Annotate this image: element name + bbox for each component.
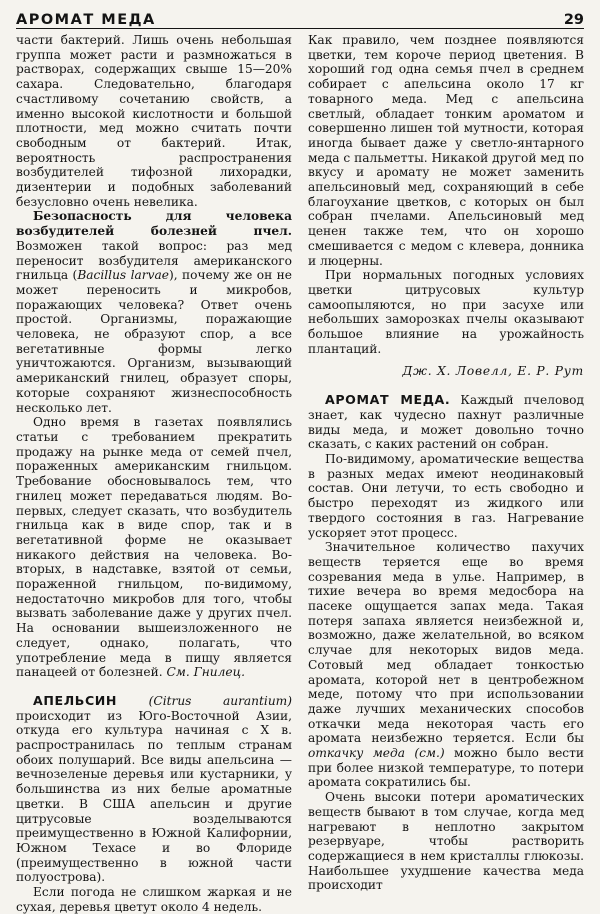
latin-name: Bacillus larvae xyxy=(77,268,169,283)
paragraph-heating: Очень высоки потери ароматических веществ бывают в том случае, когда мед нагревают в неплотно закрытом резервуаре, чтобы растворить содержащиеся в нем кристаллы глюкозы. Наибольшее ухудшение качества меда происходит xyxy=(308,790,584,893)
text-columns xyxy=(16,33,584,914)
running-header xyxy=(16,6,584,29)
paragraph-weather: Если погода не слишком жаркая и не сухая, деревья цветут около 4 недель. xyxy=(16,885,292,914)
entry-honey-aroma xyxy=(308,393,584,452)
text-span: Каждый пчеловод знает, как чудесно пахнут различные виды меда, и может довольно точно сказать, с каких растений он собран. xyxy=(308,393,584,452)
subheading-safety: Безопасность для человека возбудителей болезней пчел. xyxy=(16,209,292,239)
left-column xyxy=(16,33,292,914)
paragraph-pollination: При нормальных погодных условиях цветки цитрусовых культур самоопыляются, но при засухе или небольших заморозках пчелы оказывают большое влияние на урожайность плантаций. xyxy=(308,268,584,356)
paragraph-aromatic-substances: По-видимому, ароматические вещества в разных медах имеют неодинаковый состав. Они летучи, то есть свободно и быстро переходят из жидкого или твердого состояния в газ. Нагревание ускоряет этот процесс. xyxy=(308,451,584,540)
headword-orange: АПЕЛЬСИН xyxy=(33,692,118,708)
paragraph-bee-diseases xyxy=(16,209,292,415)
running-title: АРОМАТ МЕДА xyxy=(16,12,156,28)
text-span: происходит из Юго-Восточной Азии, откуда его культура начиная с X в. распространилась по теплым странам обоих полушарий. Все виды апельсина — вечнозеленые деревья или кустарники, у большинства из них белые ароматные цветки. В США апельсин и другие цитрусовые возделываются преимущественно в Южной Калифорнии, Южном Техасе и во Флориде (преимущественно в южной части полуострова). xyxy=(16,708,292,885)
paragraph-newspapers xyxy=(16,415,292,680)
author-signature: Дж. Х. Ловелл, Е. Р. Рут xyxy=(402,364,584,379)
cross-reference: См. Гнилец. xyxy=(166,665,245,680)
headword-aroma: АРОМАТ МЕДА. xyxy=(325,392,451,408)
text-span: Одно время в газетах появлялись статьи с требованием прекратить продажу на рынке меда от семей пчел, пораженных американским гнильцом. Требование обосновывалось тем, что гнилец может передаваться людям. Во-первых, следует сказать, что возбудитель гнильца как в виде спор, так и в вегетативной форме не оказывает никакого действия на человека. Во-вторых, в надставке, взятой от семьи, пораженной гнильцом, по-видимому, недостаточно микробов для того, чтобы вызвать заболевание даже у других пчел. На основании вышеизложенного не следует, однако, полагать, что употребление меда в пищу является панацеей от болезней. xyxy=(16,415,292,680)
cross-reference: откачку меда (см.) xyxy=(308,746,445,761)
text-span: ), почему же он не может переносить и микробов, поражающих человека? Ответ очень простой. Организмы, поражающие человека, не образуют спор, а все вегетативные формы легко уничтожаются. Организм, вызывающий американский гнилец, образует споры, которые сохраняют жизнеспособность несколько лет. xyxy=(16,268,293,415)
paragraph-orange-honey: Как правило, чем позднее появляются цветки, тем короче период цветения. В хороший год одна семья пчел в среднем собирает с апельсина около 17 кг товарного меда. Мед с апельсина светлый, обладает тонким ароматом и совершенно лишен той мутности, которая иногда бывает даже у светло-янтарного меда с пальметты. Никакой другой мед по вкусу и аромату не может заменить апельсиновый мед, сохраняющий в себе благоухание цветков, с которых он был собран пчелами. Апельсиновый мед ценен также тем, что он хорошо смешивается с медом с клевера, донника и люцерны. xyxy=(308,33,584,268)
text-span: можно было вести при более низкой температуре, то потери аромата сократились бы. xyxy=(308,746,584,790)
entry-orange xyxy=(16,694,292,885)
latin-name: (Citrus aurantium) xyxy=(148,693,292,708)
page-number: 29 xyxy=(563,12,584,28)
right-column xyxy=(308,33,584,914)
text-span: Возможен такой вопрос: раз мед переносит возбудителя американского гнильца ( xyxy=(16,238,292,283)
paragraph-aroma-loss xyxy=(308,540,584,790)
paragraph-bacteria: части бактерий. Лишь очень небольшая группа может расти и размножаться в растворах, содержащих свыше 15—20% сахара. Следовательно, благодаря счастливому сочетанию свойств, а именно высокой кислотности и большой плотности, мед можно считать почти свободным от бактерий. Итак, вероятность распространения возбудителей тифозной лихорадки, дизентерии и подобных заболеваний безусловно очень невелика. xyxy=(16,33,292,209)
text-span: Значительное количество пахучих веществ теряется еще во время созревания меда в улье. Например, в тихие вечера во время медосбора на пасеке ощущается запах меда. Такая потеря запаха является неизбежной и, возможно, даже желательной, во всяком случае для некоторых видов меда. Сотовый мед обладает тонкостью аромата, которой нет в центробежном меде, потому что при использовании даже лучших механических способов откачки меда некоторая часть его аромата неизбежно теряется. Если бы xyxy=(308,540,584,746)
